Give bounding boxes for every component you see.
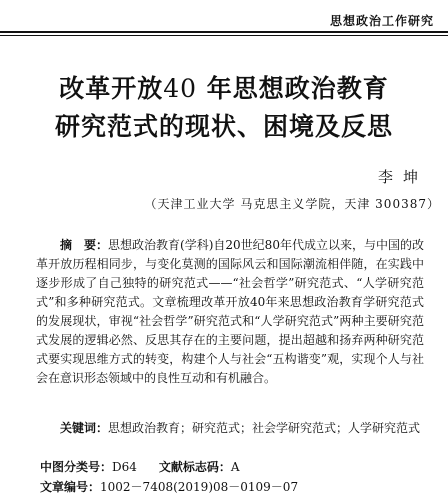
article-number-row	[40, 478, 298, 497]
keywords	[36, 419, 424, 438]
doc-code-label: 文献标志码：	[158, 460, 231, 474]
classification-row	[40, 458, 240, 477]
title-line-1	[0, 70, 448, 108]
author-affiliation: （天津工业大学 马克思主义学院，天津 300387）	[144, 197, 440, 211]
keywords-label: 关键词：	[60, 421, 109, 435]
title-line-1-number: 40	[163, 74, 198, 103]
article-number-label: 文章编号：	[40, 480, 101, 494]
running-header	[8, 9, 448, 31]
journal-name: 思想政治工作研究	[329, 13, 434, 28]
header-rule-thick	[0, 31, 448, 33]
doc-code-value: A	[230, 460, 240, 474]
article-number-value: 1002－7408(2019)08－0109－07	[100, 480, 299, 494]
title-line-2: 研究范式的现状、困境及反思	[54, 112, 393, 141]
abstract-label: 摘 要：	[60, 238, 109, 252]
clc-label: 中图分类号：	[40, 460, 113, 474]
title-line-1-pre: 改革开放	[59, 74, 164, 103]
abstract-paragraph	[36, 236, 424, 388]
header-rule-thin	[0, 35, 448, 36]
clc-value: D64	[112, 460, 137, 474]
title-line-1-post: 年思想政治教育	[197, 74, 389, 103]
abstract	[36, 236, 424, 388]
article-title	[0, 70, 448, 146]
author-name: 李坤	[377, 168, 428, 186]
keywords-text: 思想政治教育；研究范式；社会学研究范式；人学研究范式	[108, 421, 421, 435]
abstract-text: 思想政治教育(学科)自20世纪80年代成立以来，与中国的改革开放历程相同步，与变化莫测的国际风云和国际潮流相伴随，在实践中逐步形成了自己独特的研究范式——“社会哲学”研究范式、“人学研究范式”和多种研究范式。文章梳理改革开放40年来思想政治教育学研究范式的发展现状，审视“社会哲学”研究范式和“人学研究范式”两种主要研究范式发展的逻辑必然、反思其存在的主要问题，提出超越和扬弃两种研究范式要实现思维方式的转变，构建个人与社会“五构谐变”观，实现个人与社会在意识形态领域中的良性互动和有机融合。	[36, 238, 424, 385]
